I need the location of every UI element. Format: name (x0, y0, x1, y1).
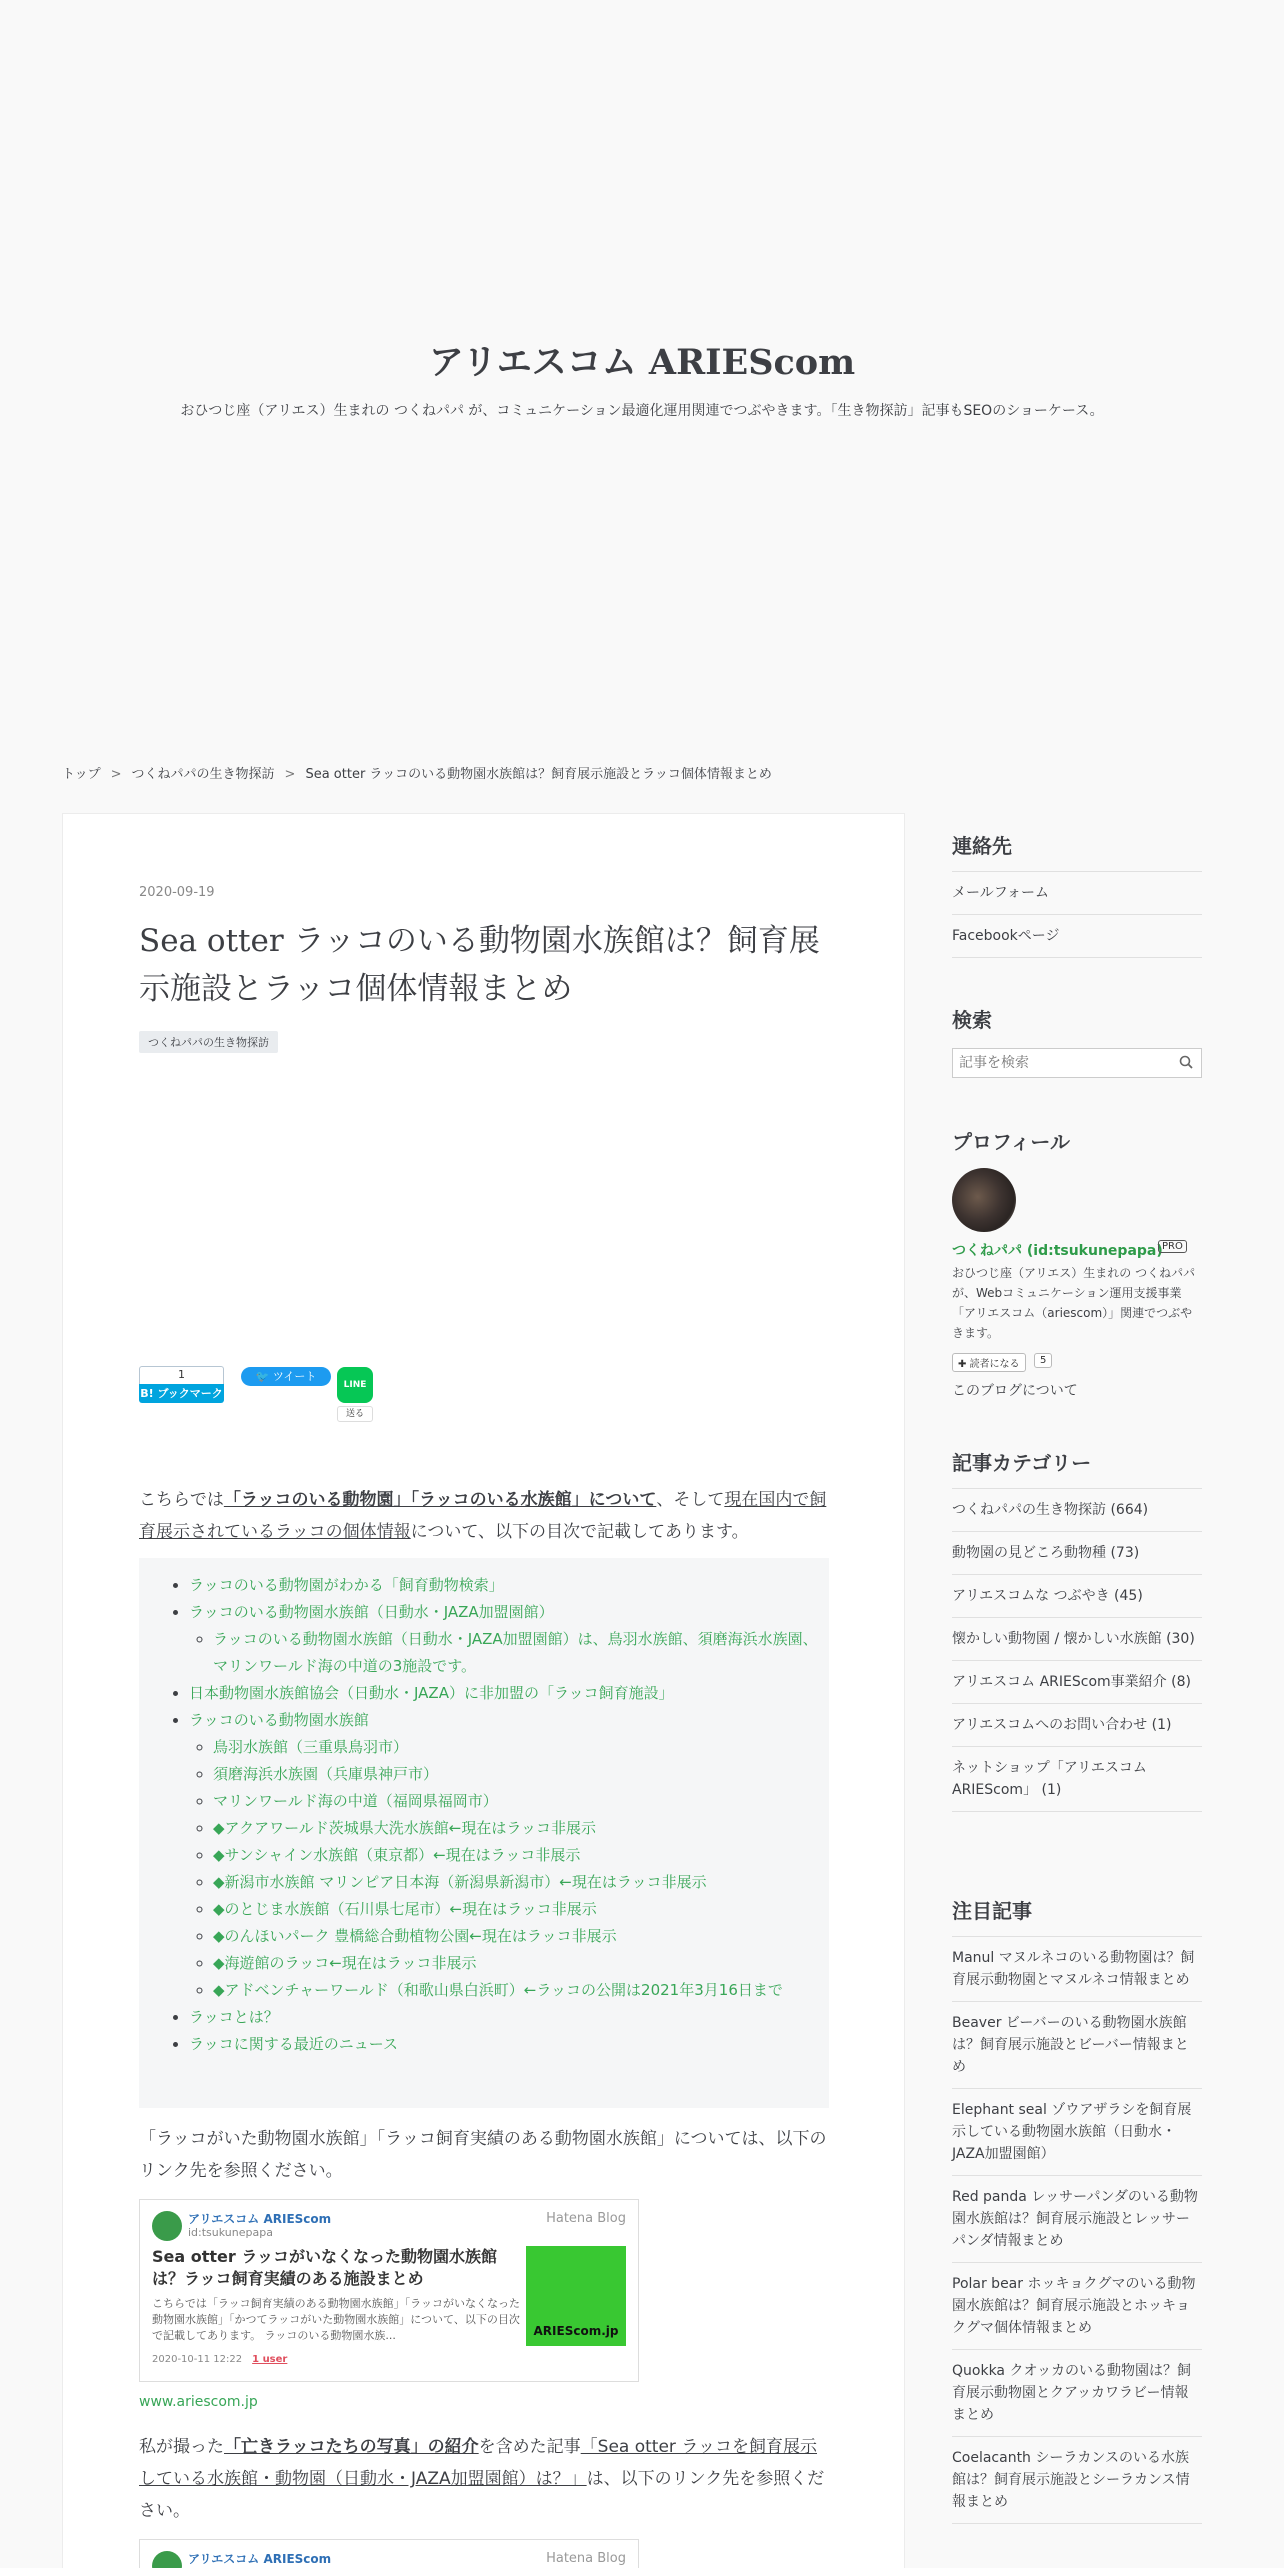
breadcrumb-top[interactable]: トップ (62, 767, 101, 782)
featured-heading: 注目記事 (952, 1899, 1032, 1923)
toc-item[interactable]: ◆アドベンチャーワールド（和歌山県白浜町）←ラッコの公開は2021年3月16日まで (213, 1981, 783, 1999)
featured-article[interactable]: Elephant seal ゾウアザラシを飼育展示している動物園水族館（日動水・JAZA加盟園館） (952, 2089, 1202, 2176)
embed-blog-id: id:tsukunepapa (188, 2226, 273, 2239)
toc-item[interactable]: ◆海遊館のラッコ←現在はラッコ非展示 (213, 1954, 477, 1972)
featured-article[interactable]: Coelacanth シーラカンスのいる水族館は？飼育展示施設とシーラカンス情報まとめ (952, 2437, 1202, 2524)
intro-link-individuals[interactable]: 現在国内で飼育展示されているラッコの個体情報 (139, 1490, 827, 1542)
featured-list (952, 1936, 1202, 2524)
plus-icon: ✚ (958, 1359, 970, 1370)
breadcrumb-category[interactable]: つくねパパの生き物探訪 (131, 767, 275, 782)
hatena-blog-label: Hatena Blog (546, 2211, 626, 2226)
category-item[interactable]: 懐かしい動物園 / 懐かしい水族館 (30) (952, 1618, 1202, 1661)
breadcrumb-current: Sea otter ラッコのいる動物園水族館は？飼育展示施設とラッコ個体情報まとめ (305, 767, 772, 782)
blog-logo-icon (152, 2551, 182, 2568)
hatena-bookmark-label: B! ブックマーク (139, 1384, 224, 1403)
line-icon: LINE (337, 1367, 373, 1403)
embed-blog-name[interactable]: アリエスコム ARIEScom (188, 2552, 332, 2566)
blog-description: おひつじ座（アリエス）生まれの つくねパパ が、コミュニケーション最適化運用関連でつぶやきます。「生き物探訪」記事もSEOのショーケース。 (180, 403, 1104, 419)
blog-title[interactable]: アリエスコム ARIEScom (428, 342, 856, 383)
pro-badge[interactable]: PRO (1158, 1240, 1187, 1253)
intro-text: 、そして (656, 1490, 725, 1510)
embed-date: 2020-10-11 12:22 (152, 2354, 243, 2365)
contact-list (952, 871, 1202, 958)
toc-item[interactable]: ラッコとは？ (189, 2008, 279, 2026)
table-of-contents (139, 1558, 829, 2108)
toc-item[interactable]: ◆のんほいパーク 豊橋総合動植物公園←現在はラッコ非展示 (213, 1927, 617, 1945)
category-list (952, 1488, 1202, 1812)
dead-otter-photos-link[interactable]: 「亡きラッコたちの写真」の紹介 (224, 2437, 479, 2457)
subscriber-count: 5 (1034, 1353, 1052, 1368)
intro-text: について、以下の目次で記載してあります。 (410, 1522, 749, 1542)
entry-category-tag[interactable]: つくねパパの生き物探訪 (139, 1031, 278, 1053)
toc-item[interactable]: ラッコのいる動物園水族館（日動水・JAZA加盟園館）は、鳥羽水族館、須磨海浜水族園、マリンワールド海の中道の3施設です。 (213, 1630, 818, 1675)
toc-item[interactable]: ラッコのいる動物園水族館 (189, 1711, 369, 1729)
embed-users[interactable]: 1 user (252, 2354, 288, 2365)
profile-name[interactable]: つくねパパ (id:tsukunepapa) (952, 1243, 1163, 1259)
card-url-link[interactable]: www.ariescom.jp (139, 2394, 258, 2410)
embed-thumbnail[interactable]: ARIEScom.jp (526, 2246, 626, 2346)
related-link-paragraph: 「ラッコがいた動物園水族館」「ラッコ飼育実績のある動物園水族館」については、以下のリンク先を参照ください。 (139, 2129, 827, 2181)
hatena-blog-label: Hatena Blog (546, 2551, 626, 2566)
intro-paragraph (139, 1484, 829, 1548)
category-item[interactable]: アリエスコムな つぶやき (45) (952, 1575, 1202, 1618)
categories-heading: 記事カテゴリー (952, 1451, 1092, 1475)
breadcrumb-separator: > (284, 767, 296, 782)
paragraph-text: 私が撮った (139, 2437, 224, 2457)
embed-blog-card[interactable] (139, 2199, 639, 2382)
toc-item[interactable]: ◆のとじま水族館（石川県七尾市）←現在はラッコ非展示 (213, 1900, 597, 1918)
toc-item[interactable]: 須磨海浜水族園（兵庫県神戸市） (213, 1765, 439, 1783)
tweet-button[interactable] (241, 1367, 331, 1386)
featured-article[interactable]: Manul マヌルネコのいる動物園は？飼育展示動物園とマヌルネコ情報まとめ (952, 1937, 1202, 2002)
search-icon[interactable] (1179, 1055, 1193, 1069)
toc-item[interactable]: ラッコに関する最近のニュース (189, 2035, 398, 2053)
embed-title[interactable]: Sea otter ラッコがいなくなった動物園水族館は？ラッコ飼育実績のある施設まとめ (152, 2247, 498, 2288)
otter-article-link[interactable]: 「Sea otter ラッコを飼育展示している水族館・動物園（日動水・JAZA加盟園館）は？」 (139, 2437, 817, 2489)
contact-facebook-page[interactable]: Facebookページ (952, 915, 1202, 958)
embed-blog-card[interactable] (139, 2539, 639, 2568)
breadcrumb (62, 763, 772, 782)
tweet-label: ツイート (272, 1370, 317, 1383)
toc-item[interactable]: ◆アクアワールド茨城県大洗水族館←現在はラッコ非展示 (213, 1819, 597, 1837)
subscribe-button[interactable] (952, 1353, 1026, 1372)
article-container (62, 813, 905, 2568)
hatena-bookmark-count: 1 (139, 1366, 224, 1384)
category-item[interactable]: ネットショップ「アリエスコム ARIEScom」 (1) (952, 1747, 1202, 1812)
avatar[interactable] (952, 1168, 1016, 1232)
paragraph-text: は、以下のリンク先を参照ください。 (139, 2469, 825, 2521)
paragraph-text: を含めた記事 (478, 2437, 581, 2457)
profile-description: おひつじ座（アリエス）生まれの つくねパパ が、Webコミュニケーション運用支援事業「アリエスコム（ariescom）」関連でつぶやきます。 (952, 1266, 1196, 1340)
toc-item[interactable]: ◆サンシャイン水族館（東京都）←現在はラッコ非展示 (213, 1846, 581, 1864)
entry-title[interactable]: Sea otter ラッコのいる動物園水族館は？飼育展示施設とラッコ個体情報まとめ (139, 923, 820, 1007)
toc-item[interactable]: 日本動物園水族館協会（日動水・JAZA）に非加盟の「ラッコ飼育施設」 (189, 1684, 674, 1702)
intro-text: こちらでは (139, 1490, 224, 1510)
featured-article[interactable]: Red panda レッサーパンダのいる動物園水族館は？飼育展示施設とレッサーパンダ情報まとめ (952, 2176, 1202, 2263)
blog-logo-icon (152, 2211, 182, 2241)
toc-item[interactable]: マリンワールド海の中道（福岡県福岡市） (213, 1792, 498, 1810)
toc-item[interactable]: ◆新潟市水族館 マリンピア日本海（新潟県新潟市）←現在はラッコ非展示 (213, 1873, 707, 1891)
category-item[interactable]: アリエスコムへのお問い合わせ (1) (952, 1704, 1202, 1747)
breadcrumb-separator: > (110, 767, 122, 782)
featured-article[interactable]: Beaver ビーバーのいる動物園水族館は？飼育展示施設とビーバー情報まとめ (952, 2002, 1202, 2089)
search-heading: 検索 (952, 1008, 992, 1032)
featured-article[interactable]: Polar bear ホッキョクグマのいる動物園水族館は？飼育展示施設とホッキョクグマ個体情報まとめ (952, 2263, 1202, 2350)
search-input[interactable] (953, 1049, 1168, 1077)
category-item[interactable]: つくねパパの生き物探訪 (664) (952, 1489, 1202, 1532)
search-box (952, 1048, 1202, 1078)
toc-item[interactable]: ラッコのいる動物園がわかる「飼育動物検索」 (189, 1576, 504, 1594)
hatena-bookmark-button[interactable] (139, 1366, 224, 1403)
embed-blog-name[interactable]: アリエスコム ARIEScom (188, 2212, 332, 2226)
line-share-label: 送る (337, 1406, 373, 1422)
embed-description: こちらでは「ラッコ飼育実績のある動物園水族館」「ラッコがいなくなった動物園水族館」「かつてラッコがいた動物園水族館」について、以下の目次で記載してあります。 ラッコのいる動物園水族... (152, 2297, 520, 2342)
embed-meta (152, 2354, 287, 2365)
category-item[interactable]: 動物園の見どころ動物種 (73) (952, 1532, 1202, 1575)
about-blog-link[interactable]: このブログについて (952, 1383, 1078, 1399)
line-share-button[interactable] (337, 1367, 373, 1422)
toc-item[interactable]: ラッコのいる動物園水族館（日動水・JAZA加盟園館） (189, 1603, 554, 1621)
intro-link-zoo-aquarium[interactable]: 「ラッコのいる動物園」「ラッコのいる水族館」について (223, 1490, 657, 1510)
entry-date[interactable]: 2020-09-19 (139, 885, 215, 900)
toc-item[interactable]: 鳥羽水族館（三重県鳥羽市） (213, 1738, 409, 1756)
category-item[interactable]: アリエスコム ARIEScom事業紹介 (8) (952, 1661, 1202, 1704)
profile-heading: プロフィール (952, 1130, 1070, 1154)
photo-link-paragraph (139, 2431, 829, 2527)
contact-heading: 連絡先 (952, 834, 1012, 858)
twitter-bird-icon: 🐦 (255, 1370, 273, 1383)
featured-article[interactable]: Quokka クオッカのいる動物園は？飼育展示動物園とクアッカワラビー情報まとめ (952, 2350, 1202, 2437)
subscribe-label: 読者になる (969, 1359, 1020, 1370)
contact-mail-form[interactable]: メールフォーム (952, 872, 1202, 915)
